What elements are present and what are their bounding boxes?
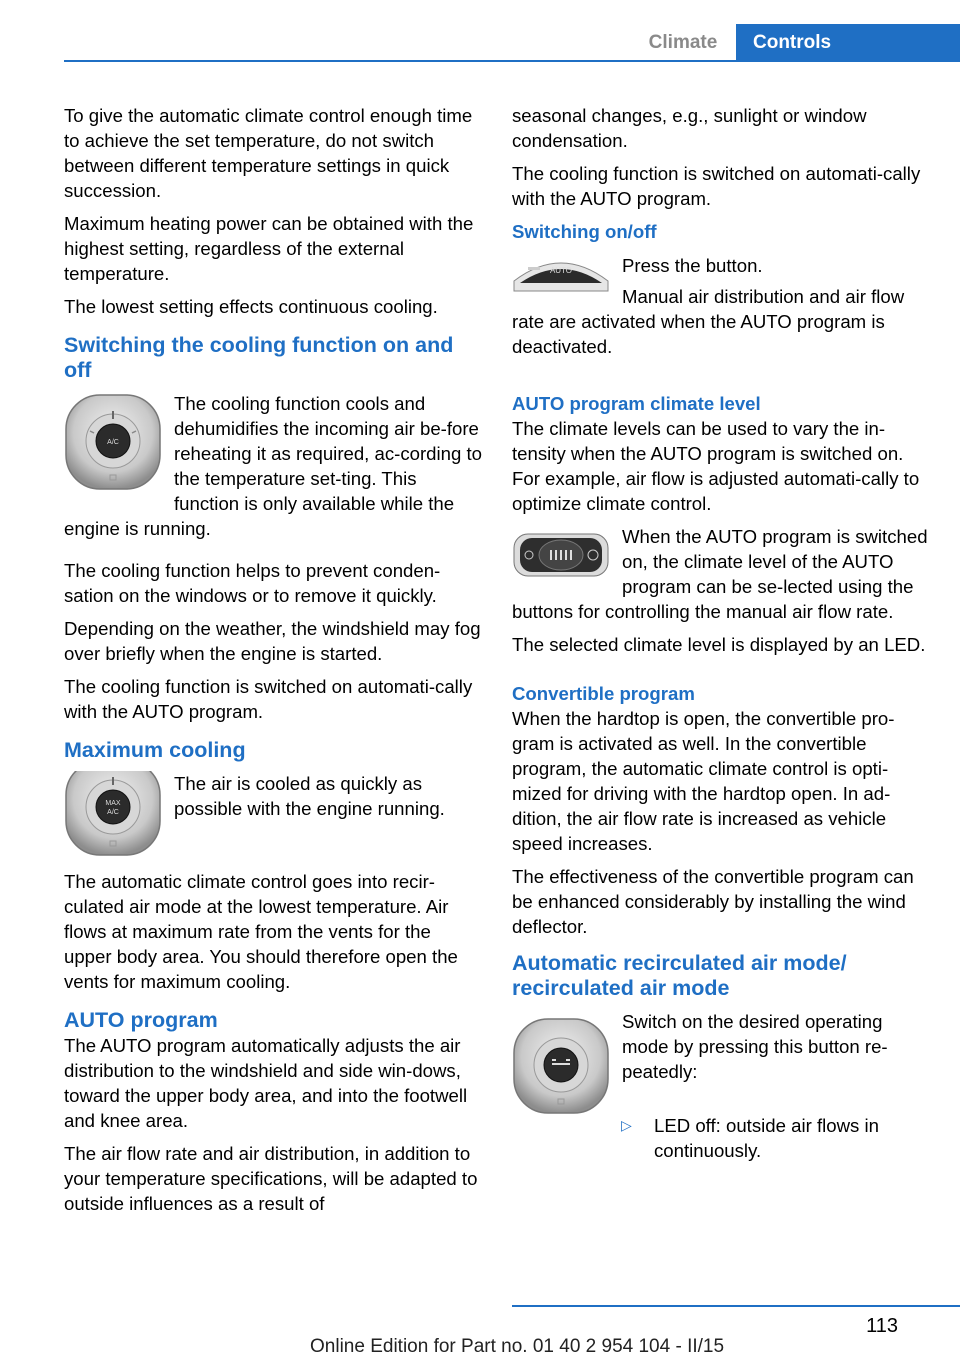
triangle-right-icon: ▷ <box>621 1117 632 1133</box>
paragraph: Switch on the desired operating mode by pressing this button re-peatedly: <box>622 1011 888 1082</box>
paragraph: Press the button. <box>622 255 763 276</box>
heading-climate-level: AUTO program climate level <box>512 393 761 414</box>
paragraph: To give the automatic climate control enough time to achieve the set temperature, do not switch between different temperature settings in quick succession. <box>64 105 473 201</box>
auto-label: AUTO <box>549 266 573 275</box>
air-flow-buttons-image <box>512 530 610 580</box>
paragraph: Maximum heating power can be obtained with the highest setting, regardless of the external temperature. <box>64 213 474 284</box>
heading-cooling-function: Switching the cooling function on and off <box>64 333 454 382</box>
recirc-button-image <box>512 1017 610 1115</box>
paragraph: The selected climate level is displayed by an LED. <box>512 634 926 655</box>
page-number: 113 <box>866 1315 898 1337</box>
recirc-section <box>512 1009 930 1119</box>
paragraph: Depending on the weather, the windshield may fog over briefly when the engine is started. <box>64 618 481 664</box>
paragraph: The effectiveness of the convertible program can be enhanced considerably by installing the wind deflector. <box>512 866 914 937</box>
header-divider <box>64 60 960 62</box>
ac-label: A/C <box>107 439 119 446</box>
paragraph: When the AUTO program is switched on, the climate level of the AUTO program can be se-lected using the buttons for controlling the manual air flow rate. <box>512 526 928 622</box>
climate-level-section <box>512 524 930 632</box>
tab-climate[interactable]: Climate <box>648 32 718 53</box>
left-column <box>64 103 482 1224</box>
paragraph: The AUTO program automatically adjusts the air distribution to the windshield and side win-dows, toward the upper body area, and into the footwell and knee area. <box>64 1035 468 1131</box>
max-cooling-section <box>64 771 482 861</box>
cooling-section <box>64 391 482 558</box>
right-column <box>512 103 930 1163</box>
paragraph: Manual air distribution and air flow rate are activated when the AUTO program is deactivated. <box>512 286 905 357</box>
heading-convertible-program: Convertible program <box>512 683 695 704</box>
max-label: MAX <box>105 800 121 807</box>
paragraph: seasonal changes, e.g., sunlight or window condensation. <box>512 105 867 151</box>
ac-button-image <box>64 393 162 491</box>
heading-switching-on-off: Switching on/off <box>512 221 657 242</box>
footer-divider <box>512 1305 960 1307</box>
paragraph: The cooling function helps to prevent conden-sation on the windows or to remove it quickly. <box>64 560 441 606</box>
paragraph: The cooling function is switched on automati-cally with the AUTO program. <box>64 676 473 722</box>
heading-maximum-cooling: Maximum cooling <box>64 738 246 762</box>
tab-controls[interactable]: Controls <box>736 24 960 62</box>
footer-edition: Online Edition for Part no. 01 40 2 954 104 - II/15 <box>310 1336 725 1357</box>
heading-auto-program: AUTO program <box>64 1008 218 1032</box>
list-item <box>621 1113 930 1163</box>
paragraph: The climate levels can be used to vary the in-tensity when the AUTO program is switched on. For example, air flow is adjusted automati-cally to optimize climate control. <box>512 418 920 514</box>
auto-button-image <box>512 253 610 293</box>
paragraph: The automatic climate control goes into recir-culated air mode at the lowest temperature. Air flows at maximum rate from the vents for the upper body area. You should therefore open the vents for maximum cooling. <box>64 871 458 992</box>
paragraph: When the hardtop is open, the convertible pro-gram is activated as well. In the convertible program, the automatic climate control is opti-mized for driving with the hardtop open. In ad-dition, the air flow rate is increased as vehicle speed increases. <box>512 708 895 854</box>
max-ac-button-image <box>64 771 162 857</box>
auto-switch-section <box>512 253 930 367</box>
paragraph: The lowest setting effects continuous cooling. <box>64 296 438 317</box>
paragraph: The cooling function cools and dehumidifies the incoming air be-fore reheating it as required, ac-cording to the temperature set-ting. This function is only available while the engine is running. <box>64 393 482 539</box>
max-sub-label: A/C <box>107 809 119 816</box>
list-item-text: LED off: outside air flows in continuously. <box>654 1115 879 1161</box>
paragraph: The cooling function is switched on automati-cally with the AUTO program. <box>512 163 921 209</box>
paragraph: The air is cooled as quickly as possible with the engine running. <box>174 773 445 819</box>
paragraph: The air flow rate and air distribution, in addition to your temperature specifications, will be adapted to outside influences as a result of <box>64 1143 478 1214</box>
heading-recirculated-air: Automatic recirculated air mode/ recirculated air mode <box>512 951 847 1000</box>
